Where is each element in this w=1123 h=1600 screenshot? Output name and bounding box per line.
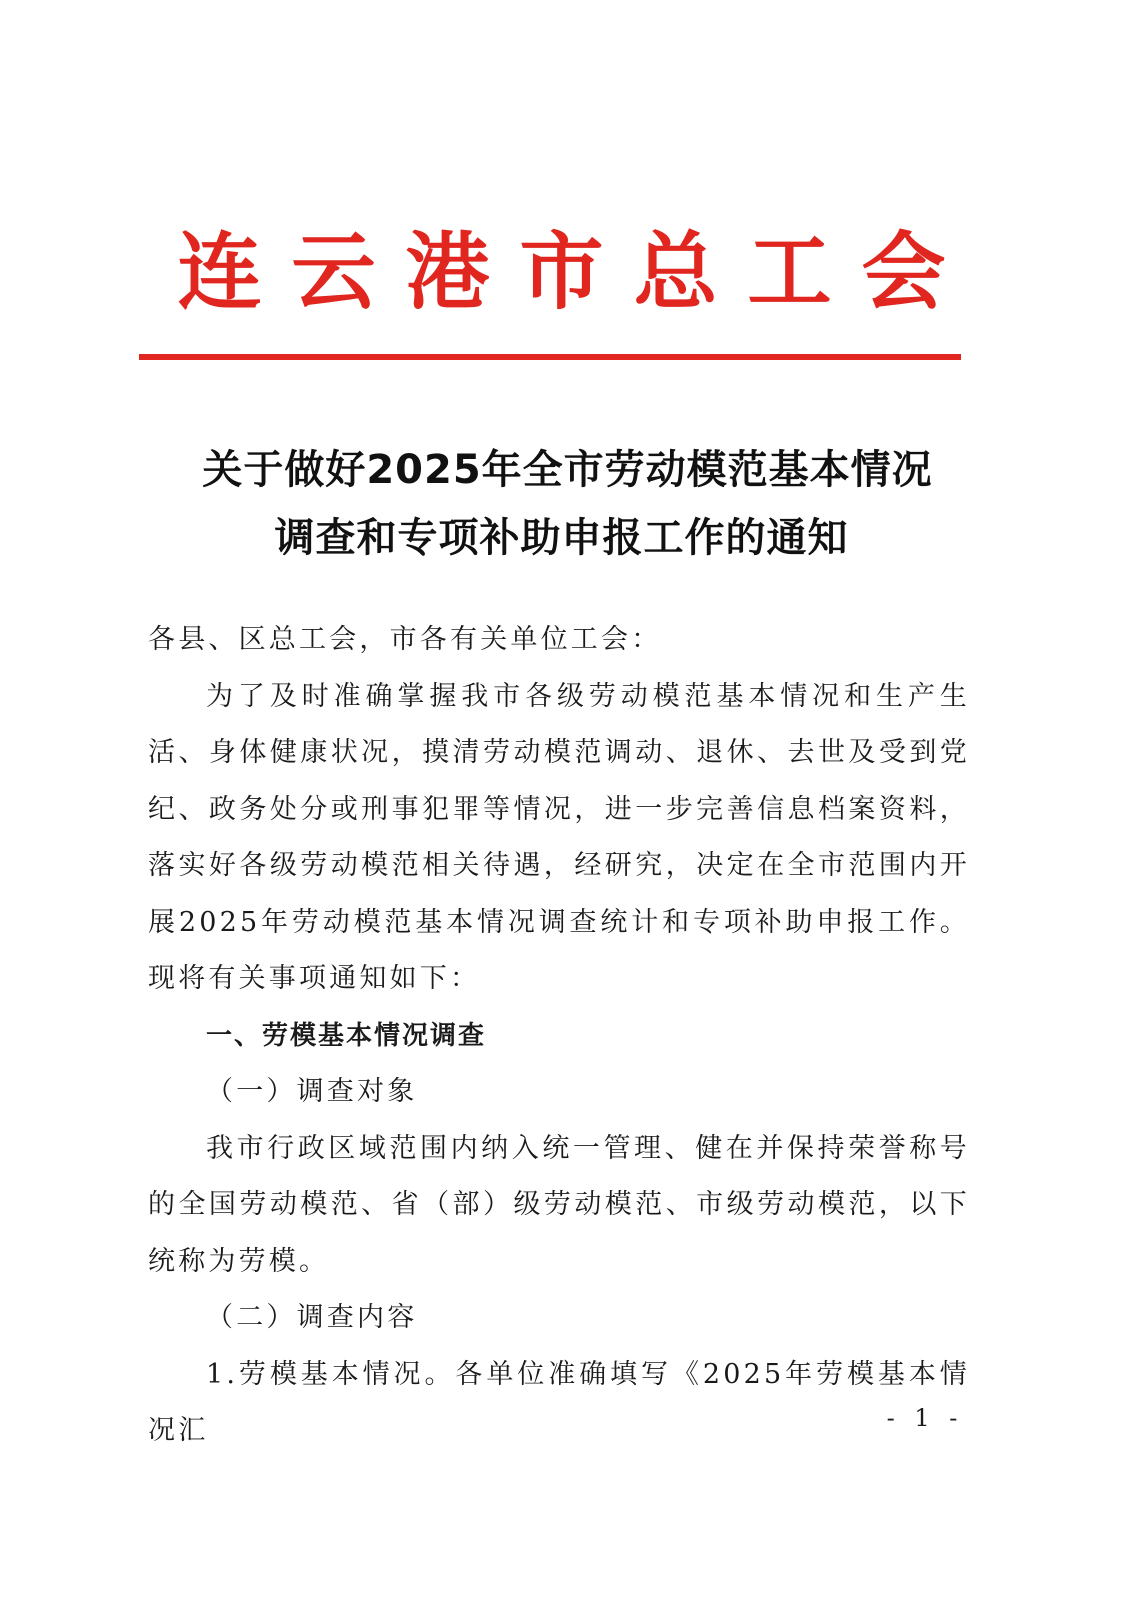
item-1-paragraph: 1.劳模基本情况。各单位准确填写《2025年劳模基本情况汇 (148, 1358, 970, 1446)
subsection-2-heading: （二）调查内容 (206, 1302, 418, 1333)
section-1-heading: 一、劳模基本情况调查 (206, 1020, 487, 1051)
page-number: - 1 - (886, 1404, 964, 1432)
subsection-1-heading: （一）调查对象 (206, 1076, 418, 1107)
document-body (148, 612, 970, 1460)
salutation: 各县、区总工会，市各有关单位工会： (148, 624, 662, 655)
letterhead-red-rule (139, 354, 961, 360)
intro-paragraph: 为了及时准确掌握我市各级劳动模范基本情况和生产生活、身体健康状况，摸清劳动模范调动、退休、去世及受到党纪、政务处分或刑事犯罪等情况，进一步完善信息档案资料，落实好各级劳动模范相关待遇，经研究，决定在全市范围内开展2025年劳动模范基本情况调查统计和专项补助申报工作。现将有关事项通知如下： (148, 680, 970, 994)
letterhead-org-name: 连云港市总工会 (177, 223, 976, 321)
subsection-1-body: 我市行政区域范围内纳入统一管理、健在并保持荣誉称号的全国劳动模范、省（部）级劳动模范、市级劳动模范，以下统称为劳模。 (148, 1132, 970, 1277)
document-title-line-2: 调查和专项补助申报工作的通知 (274, 515, 849, 561)
document-title-line-1: 关于做好2025年全市劳动模范基本情况 (202, 447, 933, 493)
